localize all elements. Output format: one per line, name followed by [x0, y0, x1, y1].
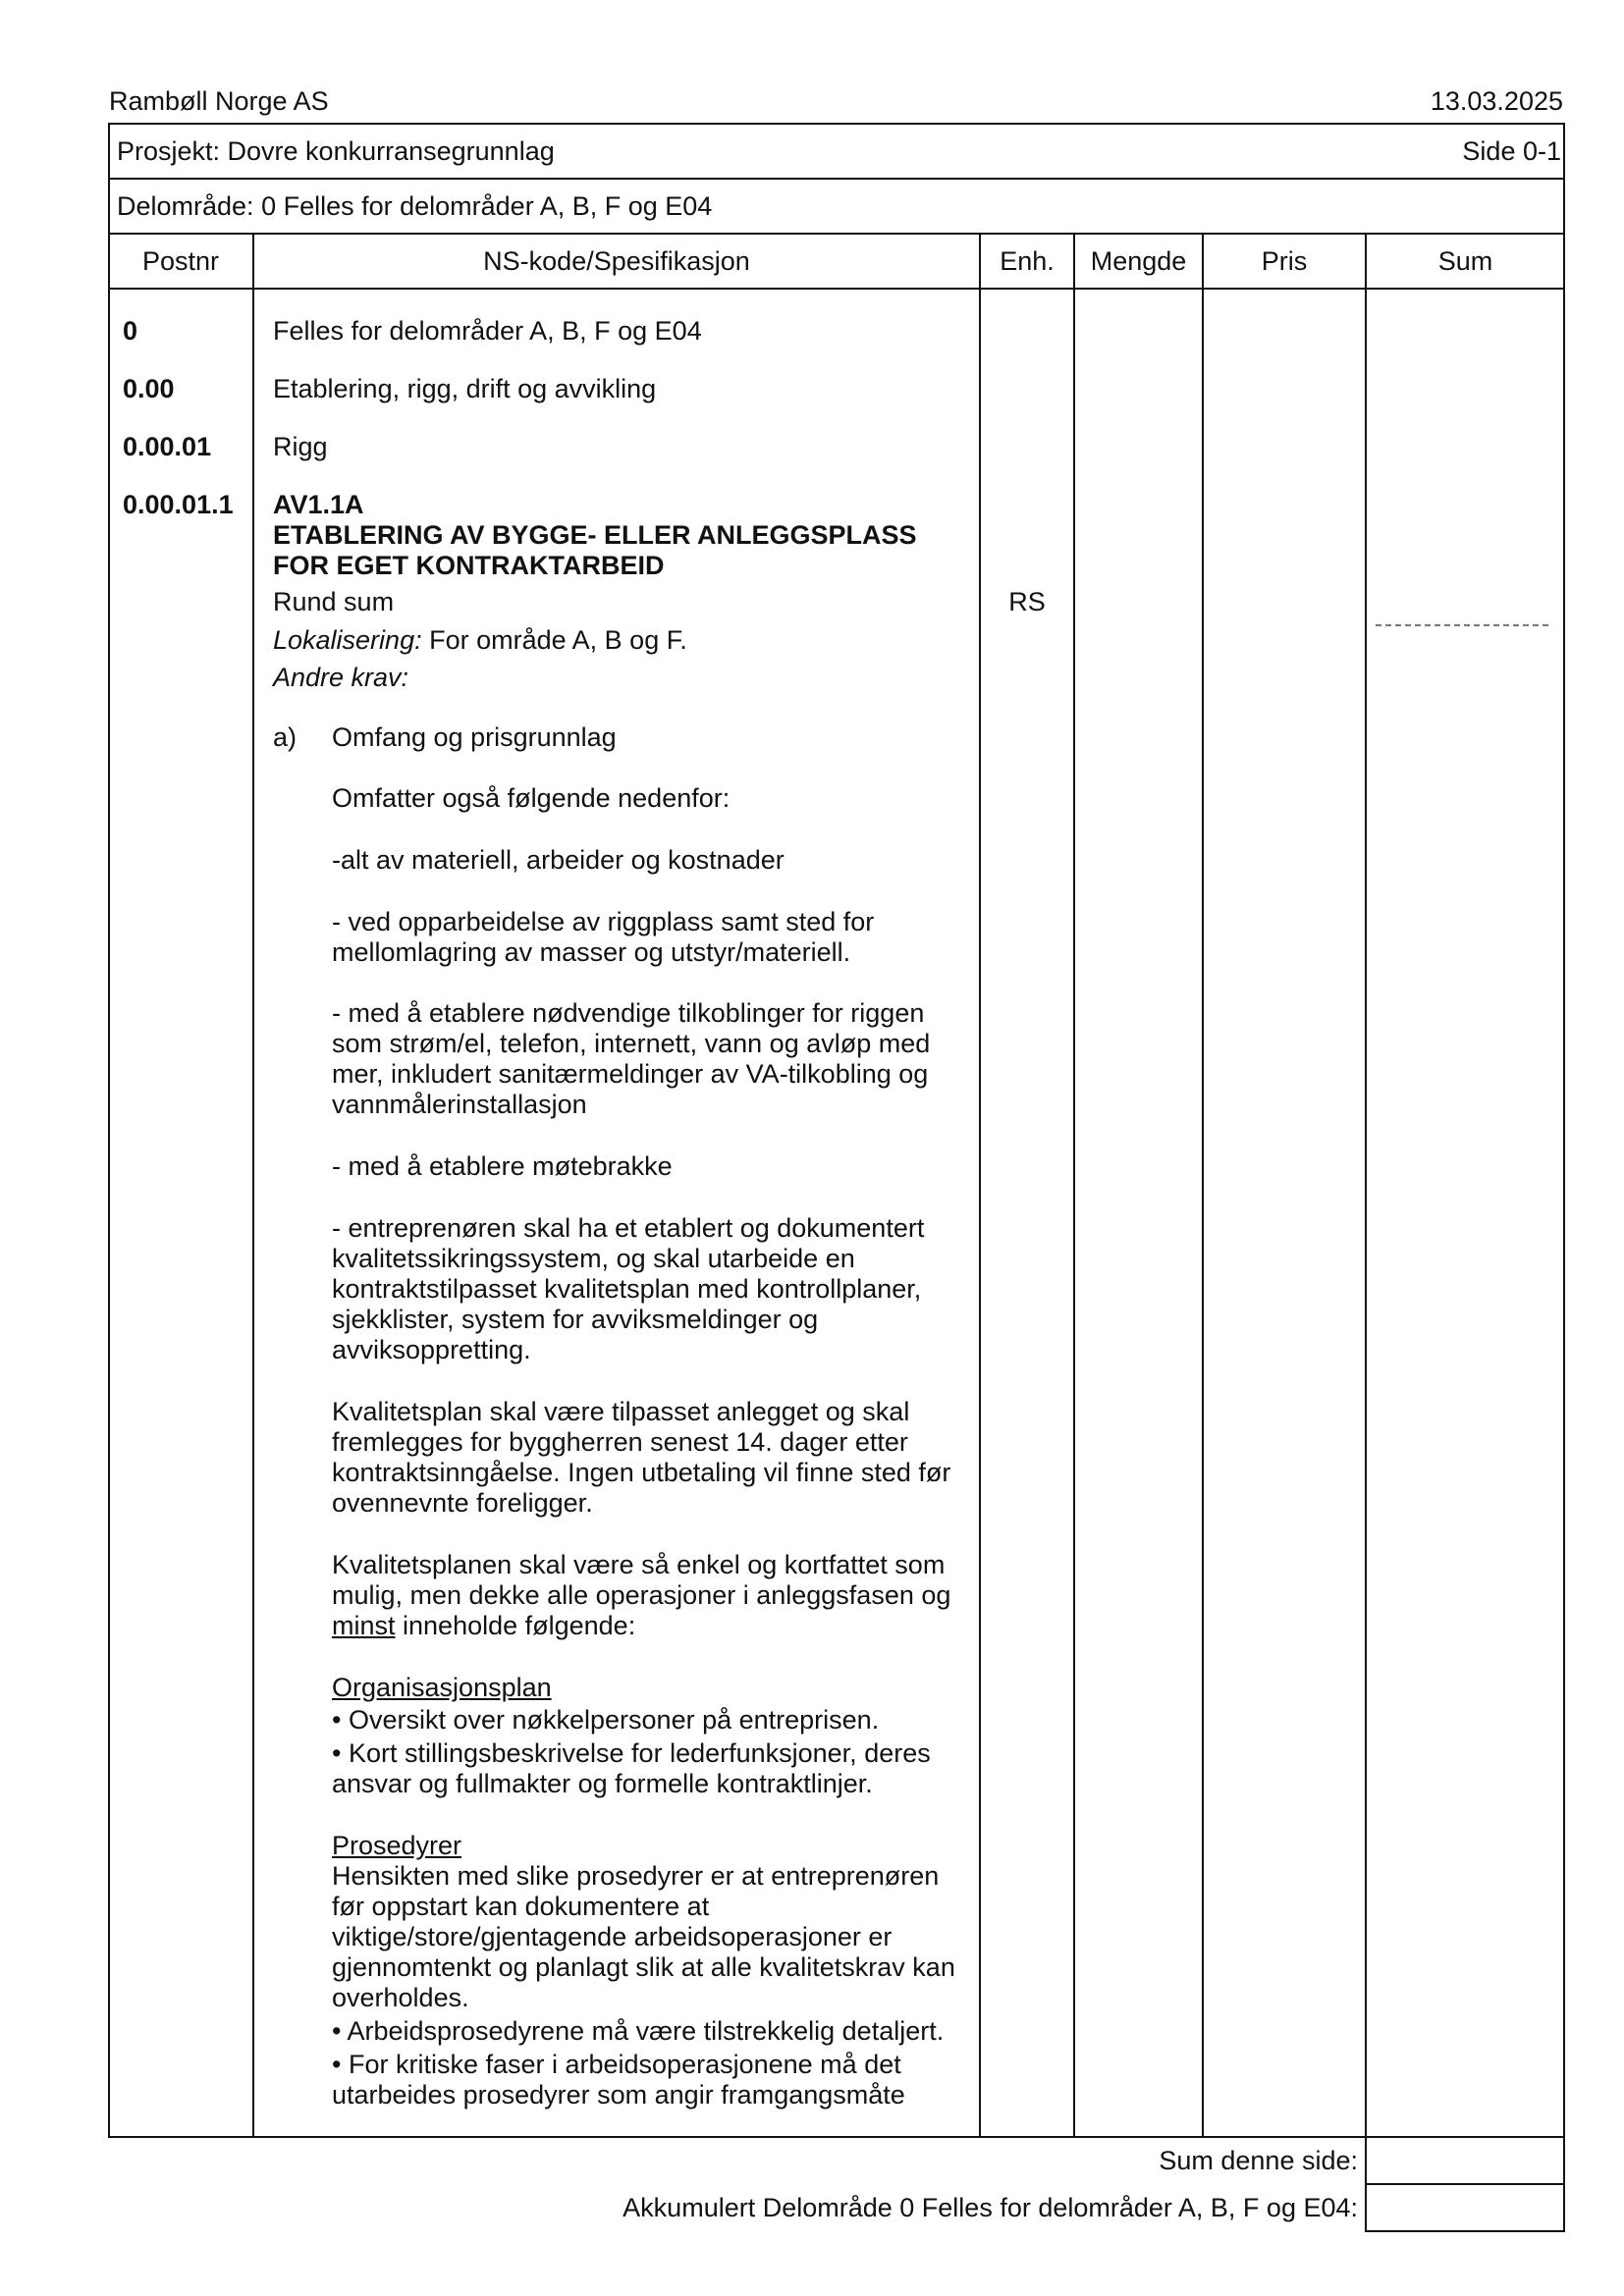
ns-code: AV1.1A	[273, 490, 364, 519]
bullet-item-continued: utarbeides prosedyrer som angir framgangsmåte	[332, 2080, 905, 2109]
post-text: Etablering, rigg, drift og avvikling	[273, 374, 657, 403]
project-title: Prosjekt: Dovre konkurransegrunnlag	[117, 136, 555, 166]
col-price: Pris	[1261, 246, 1308, 276]
section-heading: Omfang og prisgrunnlag	[332, 722, 617, 752]
bullet-item-continued: ansvar og fullmakter og formelle kontraktlinjer.	[332, 1769, 873, 1798]
paragraph-line: overholdes.	[332, 1983, 469, 2012]
paragraph-line	[332, 1611, 635, 1641]
paragraph: -alt av materiell, arbeider og kostnader	[332, 845, 785, 875]
col-unit: Enh.	[1000, 246, 1055, 276]
post-number: 0.00.01.1	[123, 490, 234, 519]
paragraph-line: - entreprenøren skal ha et etablert og dokumentert	[332, 1213, 925, 1243]
sum-page-box	[1365, 2136, 1565, 2185]
paragraph-line: mulig, men dekke alle operasjoner i anleggsfasen og	[332, 1580, 951, 1610]
unit-value: RS	[1008, 587, 1046, 616]
company-name: Rambøll Norge AS	[109, 86, 329, 116]
subarea-title: Delområde: 0 Felles for delområder A, B, F og E04	[117, 191, 713, 221]
rund-sum: Rund sum	[273, 587, 395, 616]
col-spec: NS-kode/Spesifikasjon	[483, 246, 750, 276]
sum-placeholder	[1376, 624, 1548, 626]
post-number: 0.00	[123, 374, 175, 403]
col-divider	[1073, 233, 1075, 2138]
paragraph-line: kontraktstilpasset kvalitetsplan med kontrollplaner,	[332, 1274, 922, 1304]
subheading-procedures: Prosedyrer	[332, 1831, 462, 1860]
sum-page-label: Sum denne side:	[1159, 2146, 1358, 2175]
paragraph-line: Hensikten med slike prosedyrer er at entreprenøren	[332, 1861, 940, 1891]
paragraph-line: sjekklister, system for avviksmeldinger og	[332, 1305, 819, 1334]
document-date: 13.03.2025	[1430, 86, 1563, 116]
paragraph-line: Kvalitetsplan skal være tilpasset anlegget og skal	[332, 1397, 910, 1426]
list-marker: a)	[273, 722, 298, 752]
paragraph-line: kontraktsinngåelse. Ingen utbetaling vil finne sted før	[332, 1458, 951, 1487]
paragraph-line: som strøm/el, telefon, internett, vann og avløp med	[332, 1029, 931, 1058]
paragraph-line: vannmålerinstallasjon	[332, 1090, 587, 1119]
accumulated-box	[1365, 2183, 1565, 2232]
paragraph: - med å etablere møtebrakke	[332, 1151, 673, 1181]
post-text: Rigg	[273, 432, 328, 461]
post-number: 0	[123, 316, 138, 346]
paragraph-line: fremlegges for byggherren senest 14. dager etter	[332, 1427, 908, 1457]
col-quantity: Mengde	[1090, 246, 1187, 276]
col-divider	[979, 233, 981, 2138]
underlined-word: minst	[332, 1611, 396, 1640]
paragraph-line: før oppstart kan dokumentere at	[332, 1892, 710, 1921]
subheading-organisation: Organisasjonsplan	[332, 1673, 552, 1702]
other-requirements-label: Andre krav:	[273, 663, 409, 692]
col-postnr: Postnr	[141, 246, 220, 276]
bullet-item: • Arbeidsprosedyrene må være tilstrekkelig detaljert.	[332, 2016, 945, 2046]
paragraph-line: mer, inkludert sanitærmeldinger av VA-tilkobling og	[332, 1059, 929, 1089]
col-divider	[252, 233, 254, 2138]
bullet-item: • For kritiske faser i arbeidsoperasjonene må det	[332, 2050, 901, 2079]
post-text: Felles for delområder A, B, F og E04	[273, 316, 702, 346]
localisation-label: Lokalisering:	[273, 625, 422, 655]
paragraph-line: gjennomtenkt og planlagt slik at alle kvalitetskrav kan	[332, 1952, 955, 1982]
paragraph-rest: inneholde følgende:	[395, 1611, 636, 1640]
paragraph-line: viktige/store/gjentagende arbeidsoperasjoner er	[332, 1922, 893, 1951]
paragraph-line: Kvalitetsplanen skal være så enkel og kortfattet som	[332, 1550, 946, 1579]
paragraph-line: kvalitetssikringssystem, og skal utarbeide en	[332, 1244, 855, 1273]
paragraph-line: ovennevnte foreligger.	[332, 1488, 593, 1518]
page-number: Side 0-1	[1462, 136, 1561, 166]
paragraph-line: - ved opparbeidelse av riggplass samt sted for	[332, 907, 875, 936]
col-divider	[1365, 233, 1367, 2138]
paragraph-line: - med å etablere nødvendige tilkoblinger for riggen	[332, 998, 925, 1028]
bullet-item: • Oversikt over nøkkelpersoner på entreprisen.	[332, 1705, 880, 1735]
paragraph-line: avviksoppretting.	[332, 1335, 531, 1364]
bullet-item: • Kort stillingsbeskrivelse for lederfunksjoner, deres	[332, 1738, 931, 1768]
localisation	[273, 625, 687, 656]
col-divider	[1202, 233, 1204, 2138]
paragraph-line: mellomlagring av masser og utstyr/materiell.	[332, 937, 851, 967]
item-title: ETABLERING AV BYGGE- ELLER ANLEGGSPLASS	[273, 520, 917, 550]
item-title: FOR EGET KONTRAKTARBEID	[273, 551, 665, 580]
paragraph: Omfatter også følgende nedenfor:	[332, 783, 731, 813]
post-number: 0.00.01	[123, 432, 212, 461]
accumulated-label: Akkumulert Delområde 0 Felles for delområder A, B, F og E04:	[623, 2193, 1358, 2222]
localisation-value: For område A, B og F.	[421, 625, 687, 655]
col-sum: Sum	[1437, 246, 1493, 276]
